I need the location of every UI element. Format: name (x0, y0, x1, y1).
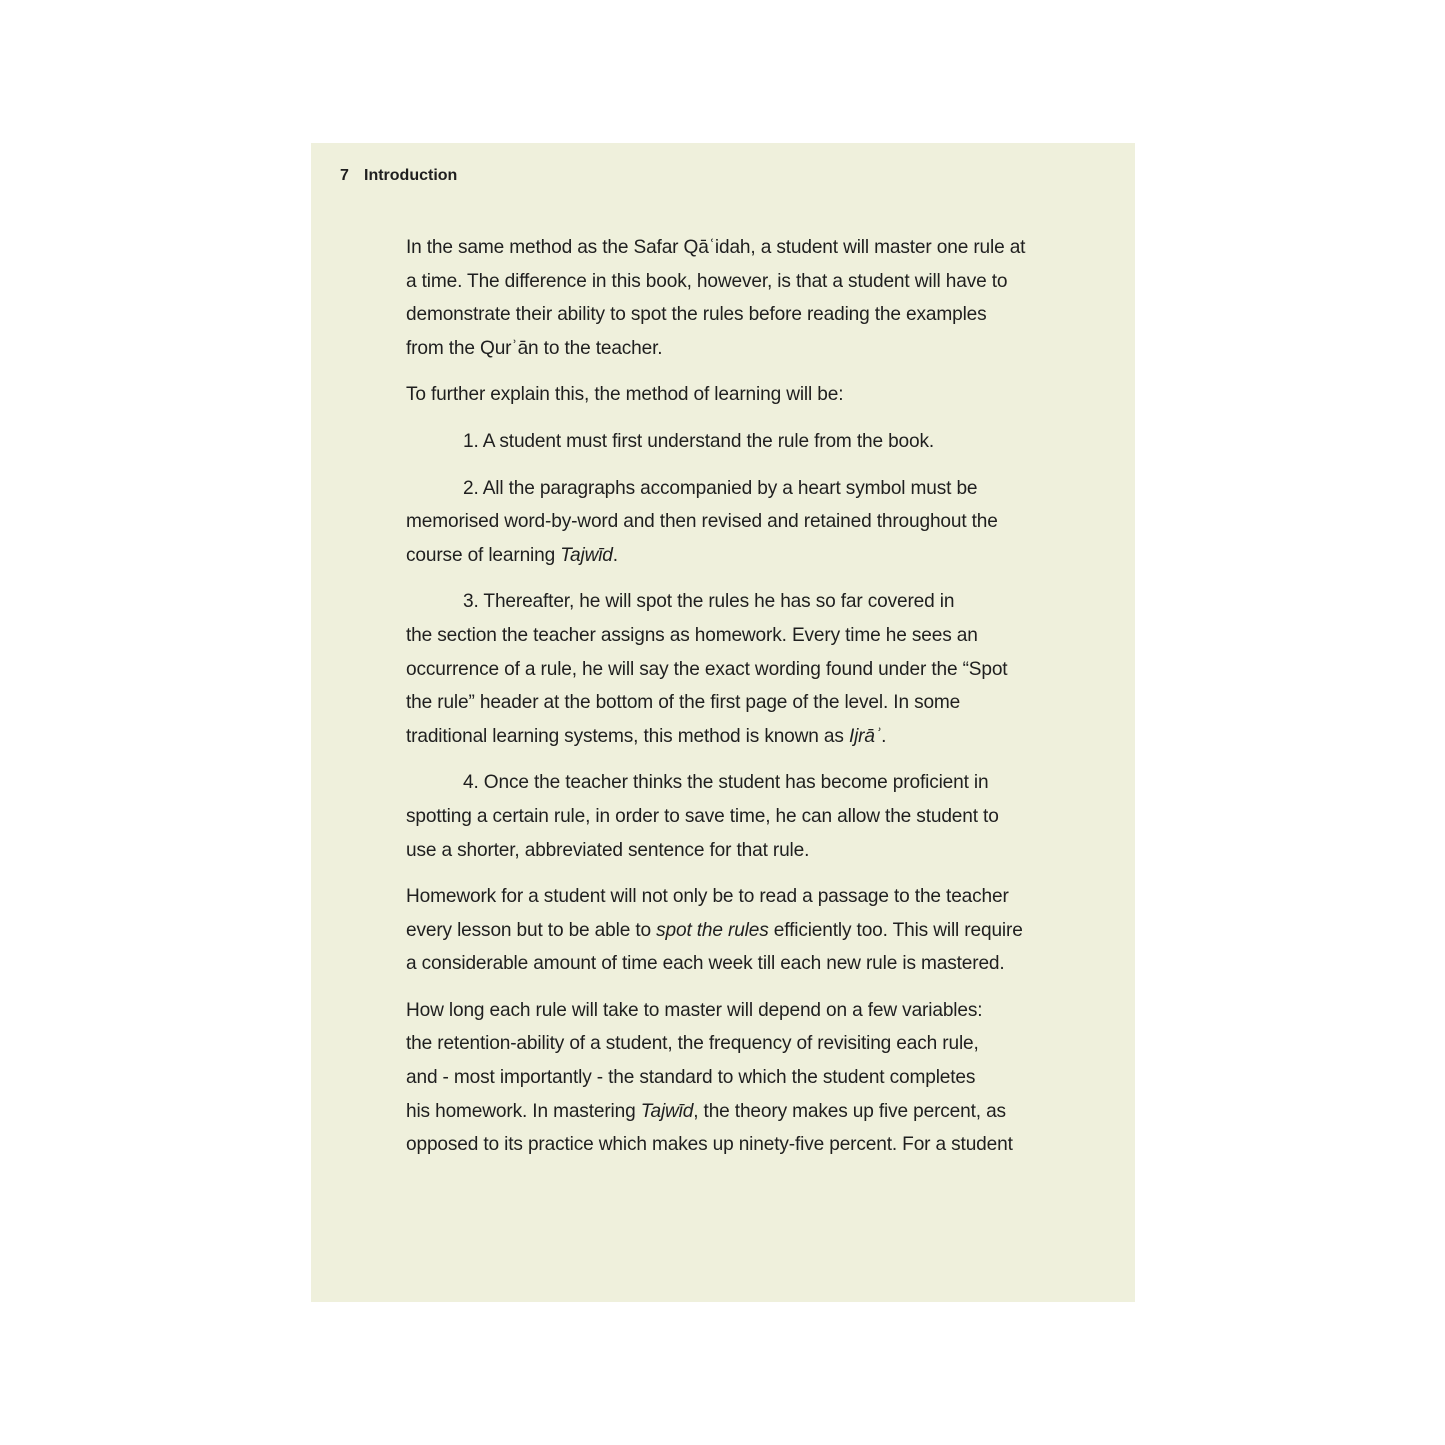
text-line: spotting a certain rule, in order to save time, he can allow the student to (406, 805, 999, 827)
paragraph-homework (406, 880, 1046, 981)
text-line: 4. Once the teacher thinks the student has become proficient in (463, 772, 989, 794)
text-line: every lesson but to be able to spot the rules efficiently too. This will require (406, 919, 1023, 941)
list-item-4 (406, 766, 1046, 867)
text-line: traditional learning systems, this method is known as Ijrāʾ. (406, 725, 887, 747)
text-line: 3. Thereafter, he will spot the rules he has so far covered in (463, 591, 955, 613)
text-line: demonstrate their ability to spot the rules before reading the examples (406, 304, 987, 326)
text-line: In the same method as the Safar Qāʿidah, a student will master one rule at (406, 237, 1026, 258)
text-line: memorised word-by-word and then revised and retained throughout the (406, 511, 998, 533)
list-item-2 (406, 472, 1046, 573)
section-title: Introduction (364, 167, 458, 184)
text-line: use a shorter, abbreviated sentence for that rule. (406, 839, 810, 861)
text-line: opposed to its practice which makes up ninety-five percent. For a student (406, 1134, 1013, 1156)
text-line: the retention-ability of a student, the frequency of revisiting each rule, (406, 1033, 979, 1055)
text-line: a time. The difference in this book, however, is that a student will have to (406, 270, 1008, 292)
body-text (406, 231, 1046, 1175)
italic-term: spot the rules (656, 919, 769, 941)
text-line: from the Qurʾān to the teacher. (406, 337, 663, 359)
text-line: 2. All the paragraphs accompanied by a heart symbol must be (463, 477, 978, 499)
running-head (340, 167, 457, 185)
text-line: and - most importantly - the standard to which the student completes (406, 1067, 976, 1089)
text-line: Homework for a student will not only be to read a passage to the teacher (406, 886, 1009, 908)
paragraph-method (406, 231, 1046, 365)
italic-term: Ijrāʾ (848, 725, 882, 747)
book-page (311, 143, 1135, 1302)
italic-term: Tajwīd (640, 1100, 694, 1122)
text-line: the rule” header at the bottom of the first page of the level. In some (406, 692, 961, 714)
text-line: the section the teacher assigns as homework. Every time he sees an (406, 624, 978, 646)
list-item-1 (406, 425, 1046, 459)
page-number: 7 (340, 167, 349, 184)
text-line: a considerable amount of time each week till each new rule is mastered. (406, 953, 1005, 975)
text-line: To further explain this, the method of learning will be: (406, 384, 844, 406)
list-item-3 (406, 585, 1046, 753)
text-line: course of learning Tajwīd. (406, 544, 618, 566)
text-line: 1. A student must first understand the rule from the book. (463, 430, 935, 452)
text-line: How long each rule will take to master will depend on a few variables: (406, 999, 983, 1021)
paragraph-variables (406, 994, 1046, 1162)
text-line: occurrence of a rule, he will say the exact wording found under the “Spot (406, 658, 1008, 680)
italic-term: Tajwīd (560, 544, 613, 566)
paragraph-intro-list (406, 378, 1046, 412)
text-line: his homework. In mastering Tajwīd, the theory makes up five percent, as (406, 1100, 1006, 1122)
